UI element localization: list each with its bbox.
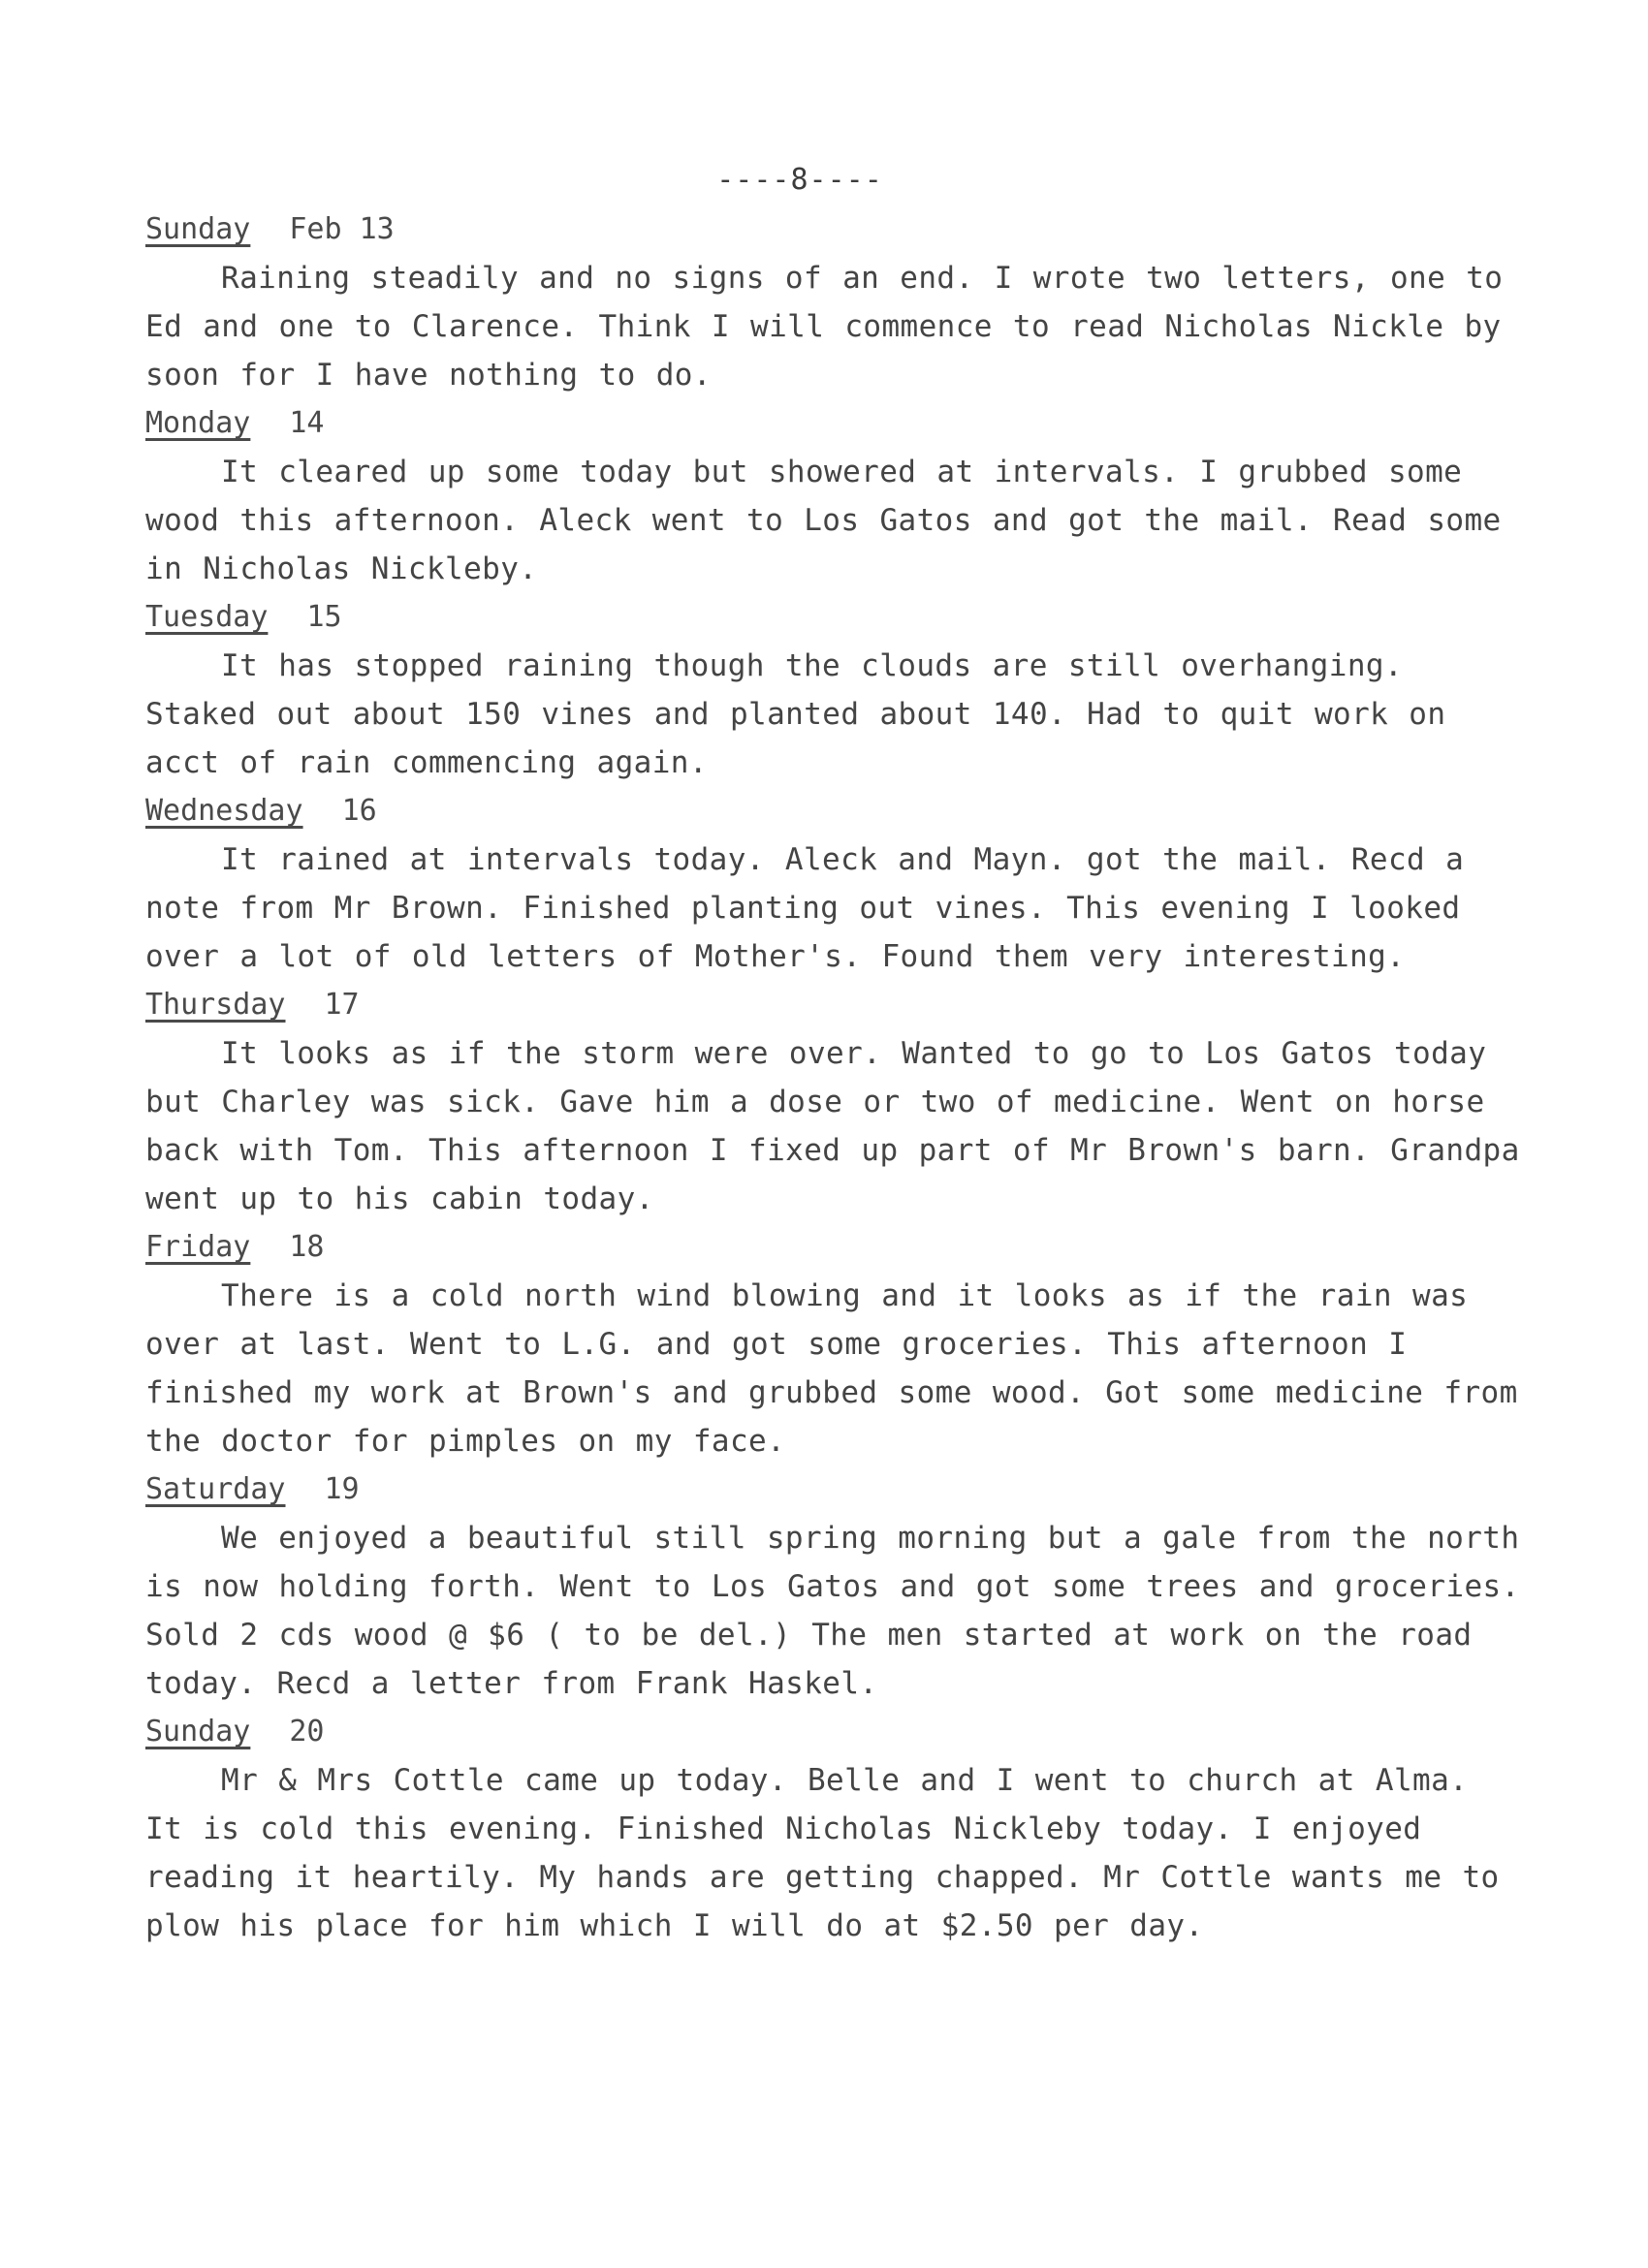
entry-date: 15 — [306, 600, 342, 634]
entry-heading — [145, 1708, 1522, 1756]
entry-date: 16 — [341, 794, 377, 828]
entry-text: Mr & Mrs Cottle came up today. Belle and I went to church at Alma. It is cold this evening. Finished Nicholas Nickleby today. I enjoyed reading it heartily. My hands are getting chapped. Mr Cottle wants me to plow his place for him which I will do at $2.50 per day. — [145, 1763, 1500, 1943]
entry-day: Friday — [145, 1230, 251, 1264]
entry-date: 17 — [324, 988, 360, 1022]
diary-entry — [145, 1708, 1522, 1950]
diary-entry — [145, 1223, 1522, 1465]
entry-text: We enjoyed a beautiful still spring morning but a gale from the north is now holding forth. Went to Los Gatos and got some trees and groceries. Sold 2 cds wood @ $6 ( to be del.) The men started at work on the road today. Recd a letter from Frank Haskel. — [145, 1521, 1520, 1701]
entry-date: 19 — [324, 1472, 360, 1506]
diary-entry — [145, 981, 1522, 1223]
entry-heading — [145, 593, 1522, 642]
diary-entry — [145, 399, 1522, 593]
entry-day: Monday — [145, 406, 251, 440]
entry-date: 14 — [289, 406, 325, 440]
entry-heading — [145, 981, 1522, 1029]
entry-text: It looks as if the storm were over. Wanted to go to Los Gatos today but Charley was sick. Gave him a dose or two of medicine. Went on horse back with Tom. This afternoon I fixed up part of Mr Brown's barn. Grandpa went up to his cabin today. — [145, 1036, 1520, 1216]
entry-text: Raining steadily and no signs of an end. I wrote two letters, one to Ed and one to Clarence. Think I will commence to read Nicholas Nickle by soon for I have nothing to do. — [145, 261, 1504, 393]
entry-heading — [145, 1465, 1522, 1514]
entry-text: It has stopped raining though the clouds are still overhanging. Staked out about 150 vines and planted about 140. Had to quit work on acct of rain commencing again. — [145, 648, 1446, 780]
entry-day: Saturday — [145, 1472, 286, 1506]
entry-day: Tuesday — [145, 600, 269, 634]
diary-entries — [145, 205, 1522, 1950]
entry-date: 20 — [289, 1715, 325, 1748]
entry-heading — [145, 205, 1522, 254]
entry-day: Sunday — [145, 1715, 251, 1748]
page-number: ----8---- — [716, 163, 883, 197]
entry-heading — [145, 1223, 1522, 1272]
entry-text: There is a cold north wind blowing and it looks as if the rain was over at last. Went to L.G. and got some groceries. This afternoon I finished my work at Brown's and grubbed some wood. Got some medicine from the doctor for pimples on my face. — [145, 1278, 1518, 1459]
entry-day: Wednesday — [145, 794, 303, 828]
diary-entry — [145, 205, 1522, 399]
entry-date: 18 — [289, 1230, 325, 1264]
diary-entry — [145, 1465, 1522, 1708]
entry-heading — [145, 399, 1522, 448]
entry-heading — [145, 787, 1522, 835]
diary-entry — [145, 593, 1522, 787]
entry-day: Thursday — [145, 988, 286, 1022]
entry-date: Feb 13 — [289, 212, 395, 246]
diary-entry — [145, 787, 1522, 981]
entry-text: It cleared up some today but showered at intervals. I grubbed some wood this afternoon. Aleck went to Los Gatos and got the mail. Read some in Nicholas Nickleby. — [145, 455, 1502, 586]
entry-day: Sunday — [145, 212, 251, 246]
entry-text: It rained at intervals today. Aleck and Mayn. got the mail. Recd a note from Mr Brown. Finished planting out vines. This evening I looked over a lot of old letters of Mother's. Found them very interesting. — [145, 842, 1465, 974]
